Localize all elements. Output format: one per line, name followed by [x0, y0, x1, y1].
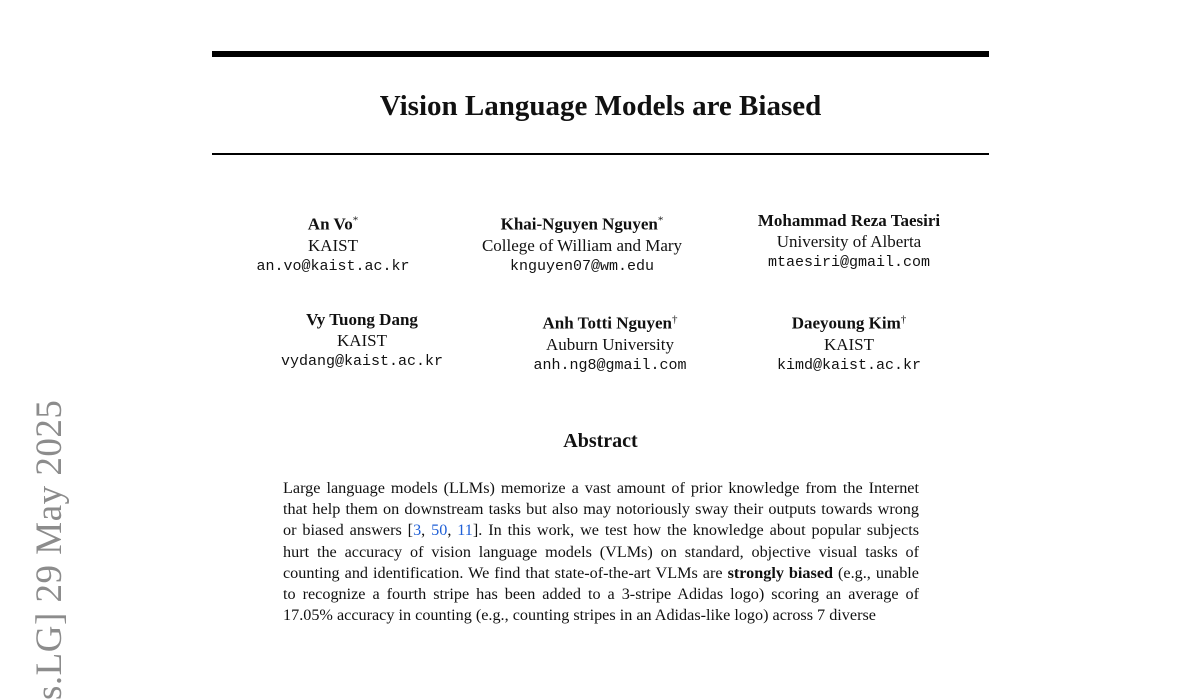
author-block — [500, 309, 720, 376]
abstract-text: Large language models (LLMs) memorize a vast amount of prior knowledge from the Internet that help them on downstream tasks but also may notoriously sway their outputs towards wrong or biased answers [ — [283, 479, 919, 540]
author-name: Vy Tuong Dang — [306, 310, 418, 329]
author-email: vydang@kaist.ac.kr — [280, 353, 444, 370]
abstract-emphasis: strongly biased — [727, 563, 834, 582]
title-top-rule — [212, 51, 989, 57]
citation-link[interactable]: 50 — [431, 521, 448, 540]
paper-title: Vision Language Models are Biased — [379, 90, 822, 122]
author-mark: † — [671, 313, 678, 325]
author-email: an.vo@kaist.ac.kr — [256, 257, 410, 275]
author-affiliation: KAIST — [336, 331, 388, 350]
author-block — [729, 210, 969, 273]
author-mark: * — [657, 214, 664, 226]
abstract-body — [283, 478, 919, 626]
author-email: mtaesiri@gmail.com — [767, 254, 931, 271]
abstract-text: ]. In this work, we test how the knowledge about popular subjects hurt the accuracy of vision language models (VLMs) on standard, objective visual tasks of counting and identification. We find that state-of-the-art VLMs are — [283, 521, 919, 582]
author-email: kimd@kaist.ac.kr — [776, 356, 922, 374]
author-affiliation: KAIST — [307, 235, 359, 255]
author-block — [233, 210, 433, 277]
author-mark: † — [900, 313, 907, 325]
author-name: Mohammad Reza Taesiri — [757, 211, 941, 230]
author-block — [252, 309, 472, 372]
author-affiliation: KAIST — [823, 334, 875, 354]
author-block — [744, 309, 954, 376]
author-affiliation: University of Alberta — [776, 232, 922, 251]
citation-link[interactable]: 3 — [413, 521, 422, 540]
author-name: Anh Totti Nguyen — [542, 313, 672, 333]
citation-link[interactable]: 11 — [457, 521, 473, 540]
author-affiliation: Auburn University — [546, 334, 674, 354]
citation-separator: , — [421, 521, 432, 540]
abstract-heading: Abstract — [563, 430, 638, 452]
author-email: anh.ng8@gmail.com — [533, 356, 687, 374]
arxiv-side-stamp: s.LG] 29 May 2025 — [29, 399, 70, 700]
citation-separator: , — [447, 521, 458, 540]
author-block — [452, 210, 712, 277]
author-mark: * — [352, 214, 359, 226]
author-name: Daeyoung Kim — [791, 313, 901, 333]
title-bottom-rule — [212, 153, 989, 155]
author-name: Khai-Nguyen Nguyen — [500, 214, 658, 234]
author-affiliation: College of William and Mary — [481, 235, 683, 255]
author-name: An Vo — [307, 214, 353, 234]
abstract-text: (e.g., unable to recognize a fourth stripe has been added to a 3-stripe Adidas logo) scoring an average of 17.05% accuracy in counting (e.g., counting stripes in an Adidas-like logo) across 7 diverse — [283, 563, 919, 625]
author-email: knguyen07@wm.edu — [509, 257, 655, 275]
